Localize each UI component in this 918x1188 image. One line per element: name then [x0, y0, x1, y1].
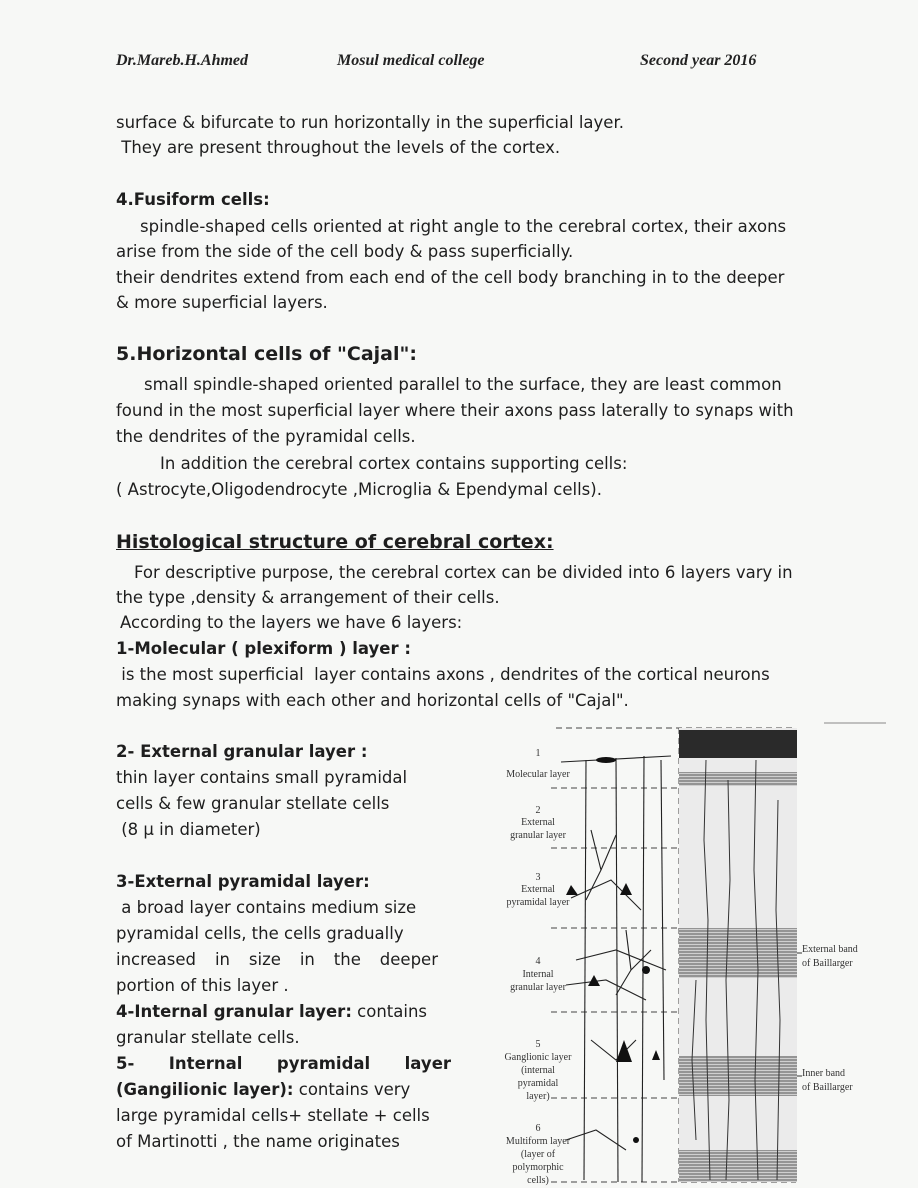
horizontal-line-2: found in the most superficial layer where their axons pass laterally to synaps with [116, 401, 794, 420]
svg-text:pyramidal: pyramidal [517, 1078, 559, 1089]
svg-text:External band: External band [802, 944, 858, 955]
layer1-heading: 1-Molecular ( plexiform ) layer : [116, 639, 411, 658]
layer5-line-2: large pyramidal cells+ stellate + cells [116, 1106, 430, 1125]
histology-heading: Histological structure of cerebral cortex: [116, 531, 554, 553]
layers-column [116, 739, 452, 1155]
svg-text:layer): layer) [526, 1091, 550, 1102]
horizontal-line-3: the dendrites of the pyramidal cells. [116, 427, 416, 446]
svg-text:Molecular layer: Molecular layer [506, 769, 570, 780]
svg-text:1: 1 [535, 748, 541, 759]
svg-text:of Baillarger: of Baillarger [802, 958, 853, 969]
layer4-heading: 4-Internal granular layer: [116, 1002, 352, 1021]
header-college: Mosul medical college [337, 52, 485, 69]
fiber-stain-panel [679, 728, 797, 1182]
layer5-heading-2: (Gangilionic layer): [116, 1080, 294, 1099]
histology-line-1: For descriptive purpose, the cerebral cortex can be divided into 6 layers vary in [134, 563, 793, 582]
header-author: Dr.Mareb.H.Ahmed [116, 52, 249, 69]
svg-text:6: 6 [535, 1123, 541, 1134]
svg-text:Internal: Internal [522, 969, 554, 980]
layer3-line-4: portion of this layer . [116, 976, 289, 995]
layer-labels [505, 748, 573, 1186]
layer3-heading: 3-External pyramidal layer: [116, 872, 370, 891]
layer1-line-2: making synaps with each other and horizontal cells of "Cajal". [116, 691, 629, 710]
svg-text:granular layer: granular layer [510, 982, 566, 993]
svg-text:polymorphic: polymorphic [512, 1162, 564, 1173]
layer3-line-3: increased in size in the deeper [116, 950, 438, 969]
header-year: Second year 2016 [640, 52, 757, 69]
intro-line-1: surface & bifurcate to run horizontally in the superficial layer. [116, 113, 624, 132]
svg-text:granular layer: granular layer [510, 830, 566, 841]
fusiform-line-4: & more superficial layers. [116, 293, 328, 312]
neuron-drawings [561, 756, 671, 1182]
layer5-heading-1: 5- Internal pyramidal layer [116, 1054, 452, 1073]
layer2-heading: 2- External granular layer : [116, 742, 368, 761]
svg-text:(layer of: (layer of [520, 1149, 556, 1160]
layer3-line-2: pyramidal cells, the cells gradually [116, 924, 404, 943]
fusiform-heading: 4.Fusiform cells: [116, 190, 270, 209]
svg-text:4: 4 [535, 956, 541, 967]
layer2-line-1: thin layer contains small pyramidal [116, 768, 408, 787]
layer4-line-2: granular stellate cells. [116, 1028, 300, 1047]
fusiform-line-1: spindle-shaped cells oriented at right angle to the cerebral cortex, their axons [140, 217, 787, 236]
horizontal-line-4: In addition the cerebral cortex contains supporting cells: [160, 454, 628, 473]
histology-line-2: the type ,density & arrangement of their cells. [116, 588, 500, 607]
layer2-line-2: cells & few granular stellate cells [116, 794, 390, 813]
svg-text:Ganglionic layer: Ganglionic layer [504, 1052, 572, 1063]
layer4-line-1: 4-Internal granular layer: contains [116, 1002, 428, 1021]
histology-line-3: According to the layers we have 6 layers: [120, 613, 463, 632]
svg-text:cells): cells) [527, 1175, 549, 1186]
svg-text:(internal: (internal [521, 1065, 555, 1076]
svg-text:Multiform layer: Multiform layer [505, 1136, 571, 1147]
layer1-line-1: is the most superficial layer contains axons , dendrites of the cortical neurons [116, 665, 770, 684]
svg-text:2: 2 [535, 805, 541, 816]
fusiform-line-2: arise from the side of the cell body & pass superficially. [116, 242, 574, 261]
layer3-line-1: a broad layer contains medium size [116, 898, 417, 917]
svg-text:pyramidal layer: pyramidal layer [506, 897, 570, 908]
horizontal-heading: 5.Horizontal cells of "Cajal": [116, 343, 417, 365]
layer5-line-3: of Martinotti , the name originates [116, 1132, 400, 1151]
horizontal-line-1: small spindle-shaped oriented parallel to the surface, they are least common [144, 375, 782, 394]
neuron-somas [566, 757, 660, 1143]
layer5-line-1: (Gangilionic layer): contains very [116, 1080, 411, 1099]
intro-line-2: They are present throughout the levels of the cortex. [116, 138, 561, 157]
svg-text:5: 5 [535, 1039, 541, 1050]
fusiform-line-3: their dendrites extend from each end of the cell body branching in to the deeper [116, 268, 785, 287]
layer2-line-3: (8 µ in diameter) [116, 820, 261, 839]
svg-text:External: External [521, 817, 555, 828]
svg-text:Inner band: Inner band [802, 1068, 846, 1079]
svg-text:External: External [521, 884, 555, 895]
cortex-layers-figure [466, 720, 918, 1188]
band-labels [797, 944, 858, 1093]
horizontal-line-5: ( Astrocyte,Oligodendrocyte ,Microglia & Ependymal cells). [116, 480, 602, 499]
svg-text:3: 3 [535, 872, 541, 883]
svg-text:of Baillarger: of Baillarger [802, 1082, 853, 1093]
